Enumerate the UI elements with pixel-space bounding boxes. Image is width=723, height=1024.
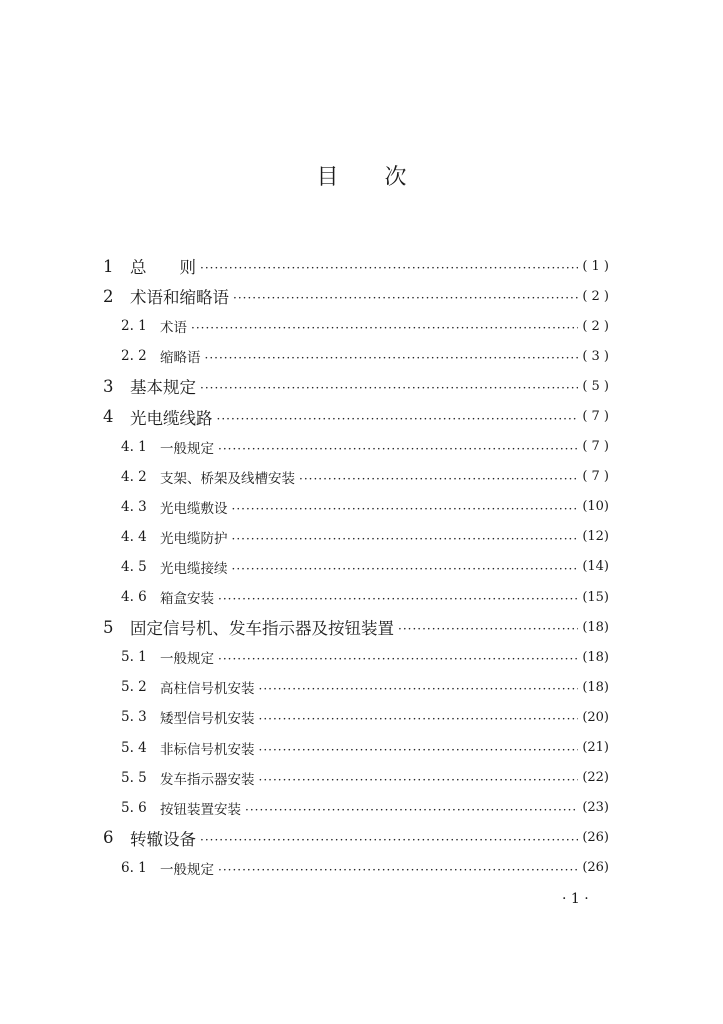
toc-entry[interactable] bbox=[103, 642, 609, 672]
toc-entry-label: 按钮装置安装 bbox=[160, 801, 241, 818]
toc-entry-label: 光电缆接续 bbox=[160, 560, 228, 577]
toc-entry[interactable] bbox=[103, 462, 609, 492]
toc-entry-label: 术语 bbox=[160, 320, 187, 337]
toc-entry-page: (15) bbox=[582, 589, 609, 605]
page-number: · 1 · bbox=[562, 891, 589, 907]
toc-entry[interactable] bbox=[103, 251, 609, 281]
toc-entry-label: 矮型信号机安装 bbox=[160, 711, 255, 728]
toc-entry-page: (26) bbox=[582, 860, 609, 876]
toc-leader-dots bbox=[218, 592, 578, 606]
toc-entry-number: 4. 3 bbox=[121, 498, 147, 515]
toc-entry-number: 5. 5 bbox=[121, 769, 147, 786]
toc-entry-number: 5. 6 bbox=[121, 799, 147, 816]
toc-entry-label: 高柱信号机安装 bbox=[160, 681, 255, 698]
toc-entry-label: 固定信号机、发车指示器及按钮装置 bbox=[130, 619, 394, 639]
toc-entry[interactable] bbox=[103, 582, 609, 612]
toc-entry-page: (18) bbox=[582, 619, 609, 635]
toc-entry-label: 缩略语 bbox=[160, 350, 201, 367]
toc-entry[interactable] bbox=[103, 763, 609, 793]
toc-entry-label: 支架、桥架及线槽安装 bbox=[160, 470, 295, 487]
toc-leader-dots bbox=[259, 743, 579, 757]
toc-entry-page: (20) bbox=[582, 709, 609, 725]
toc-entry-number: 1 bbox=[103, 256, 114, 276]
toc-entry-number: 4. 6 bbox=[121, 589, 147, 606]
toc-entry-label: 光电缆敷设 bbox=[160, 500, 228, 517]
toc-entry-number: 2 bbox=[103, 286, 114, 306]
toc-entry-page: (18) bbox=[582, 679, 609, 695]
toc-leader-dots bbox=[191, 321, 578, 335]
toc-leader-dots bbox=[299, 472, 578, 486]
toc-entry-number: 5 bbox=[103, 617, 114, 637]
toc-entry-label: 一般规定 bbox=[160, 651, 214, 668]
toc-leader-dots bbox=[200, 833, 578, 847]
toc-entry[interactable] bbox=[103, 522, 609, 552]
toc-entry-number: 5. 4 bbox=[121, 739, 147, 756]
toc-entry-label: 术语和缩略语 bbox=[130, 288, 229, 308]
toc-entry[interactable] bbox=[103, 672, 609, 702]
toc-entry-page: (23) bbox=[582, 800, 609, 816]
toc-entry-number: 3 bbox=[103, 376, 114, 396]
toc-entry[interactable] bbox=[103, 401, 609, 431]
toc-leader-dots bbox=[259, 712, 579, 726]
toc-leader-dots bbox=[245, 803, 578, 817]
toc-entry[interactable] bbox=[103, 552, 609, 582]
toc-entry[interactable] bbox=[103, 492, 609, 522]
toc-leader-dots bbox=[259, 682, 579, 696]
toc-entry-number: 6. 1 bbox=[121, 859, 147, 876]
toc-entry-number: 2. 1 bbox=[121, 318, 147, 335]
toc-leader-dots bbox=[259, 773, 579, 787]
toc-leader-dots bbox=[217, 412, 579, 426]
toc-leader-dots bbox=[218, 652, 578, 666]
toc-entry-number: 4. 4 bbox=[121, 528, 147, 545]
toc-entry[interactable] bbox=[103, 432, 609, 462]
toc-entry-number: 4. 5 bbox=[121, 558, 147, 575]
toc-entry[interactable] bbox=[103, 341, 609, 371]
toc-entry-page: ( 5 ) bbox=[582, 378, 609, 394]
toc-entry-label: 发车指示器安装 bbox=[160, 771, 255, 788]
toc-leader-dots bbox=[218, 442, 578, 456]
toc-leader-dots bbox=[232, 502, 579, 516]
toc-leader-dots bbox=[232, 532, 579, 546]
toc-entry-number: 2. 2 bbox=[121, 348, 147, 365]
toc-entry[interactable] bbox=[103, 311, 609, 341]
toc-entry[interactable] bbox=[103, 702, 609, 732]
toc-entry[interactable] bbox=[103, 281, 609, 311]
toc-entry-page: (12) bbox=[582, 529, 609, 545]
toc-entry[interactable] bbox=[103, 371, 609, 401]
toc-entry-label: 总 则 bbox=[130, 258, 196, 278]
toc-entry-label: 光电缆防护 bbox=[160, 530, 228, 547]
toc-leader-dots bbox=[232, 562, 579, 576]
toc-entry-number: 5. 3 bbox=[121, 709, 147, 726]
toc-entry-label: 转辙设备 bbox=[130, 829, 196, 849]
toc-entry-label: 光电缆线路 bbox=[130, 408, 213, 428]
toc-entry-page: ( 7 ) bbox=[582, 439, 609, 455]
toc-entry-page: ( 7 ) bbox=[582, 469, 609, 485]
toc-entry[interactable] bbox=[103, 733, 609, 763]
toc-entry-page: (21) bbox=[582, 740, 609, 756]
toc-entry-page: ( 7 ) bbox=[582, 409, 609, 425]
toc-entry-number: 4. 1 bbox=[121, 438, 147, 455]
toc-leader-dots bbox=[200, 381, 578, 395]
toc-entry-label: 非标信号机安装 bbox=[160, 741, 255, 758]
toc-entry-label: 基本规定 bbox=[130, 378, 196, 398]
toc-entry-label: 一般规定 bbox=[160, 440, 214, 457]
toc-entry-page: ( 2 ) bbox=[582, 288, 609, 304]
toc-leader-dots bbox=[218, 863, 578, 877]
toc-entry-page: (10) bbox=[582, 499, 609, 515]
toc-entry-number: 5. 2 bbox=[121, 679, 147, 696]
toc-entry-label: 箱盒安装 bbox=[160, 591, 214, 608]
toc-leader-dots bbox=[398, 622, 578, 636]
toc-leader-dots bbox=[200, 261, 578, 275]
toc-entry[interactable] bbox=[103, 793, 609, 823]
toc-entry-page: ( 3 ) bbox=[582, 348, 609, 364]
toc-entry-page: (22) bbox=[582, 770, 609, 786]
toc-entry-number: 5. 1 bbox=[121, 649, 147, 666]
toc-leader-dots bbox=[205, 351, 579, 365]
toc-entry-page: (14) bbox=[582, 559, 609, 575]
toc-entry-number: 4. 2 bbox=[121, 468, 147, 485]
toc-entry-number: 4 bbox=[103, 407, 114, 427]
toc-entry-page: ( 2 ) bbox=[582, 318, 609, 334]
toc-entry-page: ( 1 ) bbox=[582, 258, 609, 274]
toc-leader-dots bbox=[233, 291, 578, 305]
toc-entry[interactable] bbox=[103, 612, 609, 642]
toc-entry[interactable] bbox=[103, 853, 609, 883]
toc-entry[interactable] bbox=[103, 823, 609, 853]
toc-list bbox=[103, 251, 609, 883]
toc-entry-number: 6 bbox=[103, 828, 114, 848]
toc-title: 目次 bbox=[316, 165, 453, 190]
toc-entry-page: (26) bbox=[582, 830, 609, 846]
toc-entry-label: 一般规定 bbox=[160, 861, 214, 878]
toc-entry-page: (18) bbox=[582, 649, 609, 665]
